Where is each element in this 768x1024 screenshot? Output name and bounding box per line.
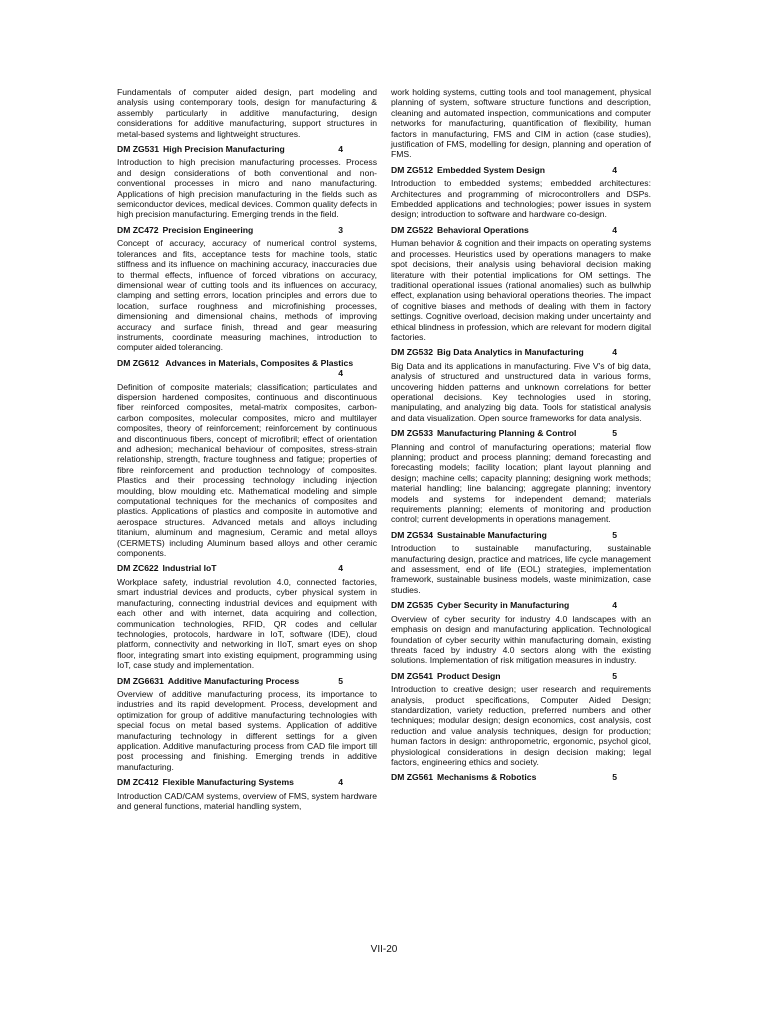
course-credits: 4 — [612, 164, 617, 175]
course-heading — [391, 347, 651, 357]
course-title: Manufacturing Planning & Control — [437, 428, 577, 439]
course-heading — [117, 225, 377, 235]
course-title: Embedded System Design — [437, 164, 545, 175]
course-heading — [117, 777, 377, 787]
course-title: Behavioral Operations — [437, 224, 529, 235]
course-title: Mechanisms & Robotics — [437, 772, 537, 783]
course-heading — [117, 144, 377, 154]
course-heading — [391, 530, 651, 540]
course-description: Introduction CAD/CAM systems, overview of FMS, system hardware and general functions, material handling system, — [117, 790, 377, 811]
course-credits: 4 — [338, 563, 343, 574]
course-heading — [391, 772, 651, 782]
course-description: Overview of additive manufacturing process, its importance to industries and its rapid development. Process, development and optimization for group of additive manufacturing technologies with special focus on metal based systems. Application of additive manufacturing technology in different settings for a given application. Additive manufacturing process from CAD file import till post processing and finishing. Emerging trends in additive manufacturing. — [117, 688, 377, 772]
course-title: Sustainable Manufacturing — [437, 529, 547, 540]
course-credits: 5 — [612, 670, 617, 681]
course-description: Introduction to creative design; user research and requirements analysis, product specifications, Computer Aided Design; standardization, variety reduction, preferred numbers and other techniques; modular design; design economics, cost analysis, cost reduction and value analysis techniques, design for production; human factors in design: anthropometric, ergonomic, psychol gicol, physiological considerations in design decision making; legal factors, engineering ethics and society. — [391, 684, 651, 767]
course-code: DM ZG532 — [391, 347, 434, 358]
course-description: Introduction to high precision manufacturing processes. Process and design considerations of both conventional and non-conventional processes in micro and nano manufacturing. Applications of high precision manufacturing in the fields such as semiconductor devices, medical devices. Common quality defects in high precision manufacturing. Emerging trends in the field. — [117, 157, 377, 220]
course-description: Human behavior & cognition and their impacts on operating systems and processes. Heuristics used by operations managers to make spot decisions, their analysis using behavioral decision making literature with their potential implications for OM settings. The traditional operational issues (rational anomalies) such as bullwhip effect, explanation using behavioral operations theories. The impact of cognitive biases and methods of dealing with them in factory settings. Cognitive overload, decision making under uncertainty and ethical blindness in profession, which are relevant for modern digital factories. — [391, 238, 651, 342]
course-code: DM ZG561 — [391, 772, 434, 783]
course-title: Industrial IoT — [162, 563, 217, 574]
course-description: Workplace safety, industrial revolution 4.0, connected factories, smart industrial devices and products, cyber physical system in manufacturing, connecting industrial devices and equipment with each other and with internet, data acquiring and collection, communication technologies, RFID, QR codes and cellular technologies, protocols, hardware in IoT, software (IDE), cloud platform, connectivity and networking in IIoT, smart eyes on shop floor, integrating smart into existing equipment, programming using IoT, case study and implementation. — [117, 576, 377, 671]
course-heading — [391, 671, 651, 681]
course-heading — [391, 428, 651, 438]
continued-description: Fundamentals of computer aided design, part modeling and analysis using contemporary tools, design for manufacturing & assembly particularly in additive manufacturing, design considerations for additive manufacturing, support structures in metal-based systems and lightweight structures. — [117, 87, 377, 139]
course-credits: 5 — [338, 675, 343, 686]
course-title: Additive Manufacturing Process — [167, 675, 300, 686]
course-title: Precision Engineering — [162, 224, 254, 235]
course-code: DM ZG533 — [391, 428, 434, 439]
course-heading — [391, 225, 651, 235]
course-credits: 4 — [338, 144, 343, 155]
course-credits: 4 — [612, 600, 617, 611]
course-credits: 4 — [612, 224, 617, 235]
course-heading — [117, 563, 377, 573]
course-credits: 4 — [338, 777, 343, 788]
course-description: Big Data and its applications in manufacturing. Five V's of big data, analysis of structured and unstructured data in various forms, uncovering hidden patterns and unknown correlations for better operational decisions. Key technologies used in storing, manipulating, and analyzing big data. Tools for statistical analysis and data visualization. Open source frameworks for data analysis. — [391, 360, 651, 423]
right-column — [391, 87, 651, 786]
course-code: DM ZG531 — [117, 144, 160, 155]
course-description: Planning and control of manufacturing operations; material flow planning; product and process planning; demand forecasting and forecasting models; facility location; plant layout planning and design; machine cells; capacity planning; designing work methods; material handling; line balancing; aggregate planning; inventory models and systems for independent demand; materials requirements planning; elements of monitoring and production control; current developments in operations management. — [391, 441, 651, 525]
course-title: Advances in Materials, Composites & Plastics — [165, 357, 354, 368]
course-code: DM ZG512 — [391, 164, 434, 175]
course-title: Product Design — [437, 670, 501, 681]
course-credits: 5 — [612, 772, 617, 783]
course-credits: 5 — [612, 428, 617, 439]
course-description: Introduction to sustainable manufacturing, sustainable manufacturing design, practice and matrices, life cycle management and assessment, end of life (EOL) strategies, implementation framework, sustainable business models, waste minimization, case studies. — [391, 543, 651, 595]
course-credits: 4 — [612, 347, 617, 358]
course-heading — [391, 600, 651, 610]
course-code: DM ZC472 — [117, 224, 159, 235]
course-title: Cyber Security in Manufacturing — [437, 600, 570, 611]
course-code: DM ZG535 — [391, 600, 434, 611]
course-credits: 5 — [612, 529, 617, 540]
course-credits: 3 — [338, 224, 343, 235]
continued-description: work holding systems, cutting tools and tool management, physical planning of system, software structure functions and description, cleaning and automated inspection, communications and computer networks for manufacturing, quantification of flexibility, human factors in manufacturing, FMS and CIM in action (case studies), justification of FMS, modelling for design, planning and operation of FMS. — [391, 87, 651, 160]
left-column — [117, 87, 377, 816]
course-description: Definition of composite materials; classification; particulates and dispersion hardened composites, continuous and discontinuous fiber reinforced composites, metal-matrix composites, carbon-carbon composites, molecular composites, micro and multilayer composites, theory of reinforcement; reinforcement by continuous and discontinuous fibers, concept of microfibril; effect of orientation and adhesion; mechanical behaviour of composites, stress-strain relationship, strength, fracture toughness and fatigue; properties of fibre reinforcement and production technology of composites. Plastics and their processing technology including injection moulding, blow moulding etc. Mathematical modeling and simple computational techniques for the mechanics of composites and plastics. Applications of plastics and composite in automotive and aerospace structures. Advanced metals and alloys including titanium, aluminum and magnesium, Ceramic and metal alloys (CERMETS) including Aluminum based alloys and other ceramic components. — [117, 381, 377, 559]
course-code: DM ZG522 — [391, 224, 434, 235]
course-credits: 4 — [338, 368, 343, 379]
course-code: DM ZC412 — [117, 777, 159, 788]
course-code: DM ZG612 — [117, 357, 160, 368]
course-heading — [117, 358, 377, 379]
course-code: DM ZG6631 — [117, 675, 164, 686]
course-description: Concept of accuracy, accuracy of numerical control systems, tolerances and fits, acceptance tests for machine tools, static stiffness and its influence on machining accuracy, inaccuracies due to thermal effects, influence of forced vibrations on accuracy, dimensional wear of cutting tools and its influences on accuracy, clamping and setting errors, location principles and errors due to location, surface roughness and microfinishing processes, dimensioning and dimensional chains, methods of improving accuracy and surface finish, thread and gear measuring instruments, coordinate measuring machines, introduction to computer aided tolerancing. — [117, 238, 377, 353]
course-heading — [391, 165, 651, 175]
course-code: DM ZG541 — [391, 670, 434, 681]
course-description: Overview of cyber security for industry 4.0 landscapes with an emphasis on design and manufacturing application. Technological foundation of cyber security within manufacturing domain, existing threats faced by industry 4.0 sectors along with the existing solutions. Implementation of risk mitigation measures in industry. — [391, 613, 651, 666]
course-code: DM ZC622 — [117, 563, 159, 574]
course-description: Introduction to embedded systems; embedded architectures: Architectures and programming of microcontrollers and DSPs. Embedded applications and technologies; power issues in system design; introduction to software and hardware co-design. — [391, 178, 651, 220]
course-title: High Precision Manufacturing — [163, 144, 285, 155]
course-title: Big Data Analytics in Manufacturing — [437, 347, 584, 358]
course-code: DM ZG534 — [391, 529, 434, 540]
course-heading — [117, 676, 377, 686]
course-title: Flexible Manufacturing Systems — [162, 777, 294, 788]
page-number: VII-20 — [370, 944, 398, 955]
